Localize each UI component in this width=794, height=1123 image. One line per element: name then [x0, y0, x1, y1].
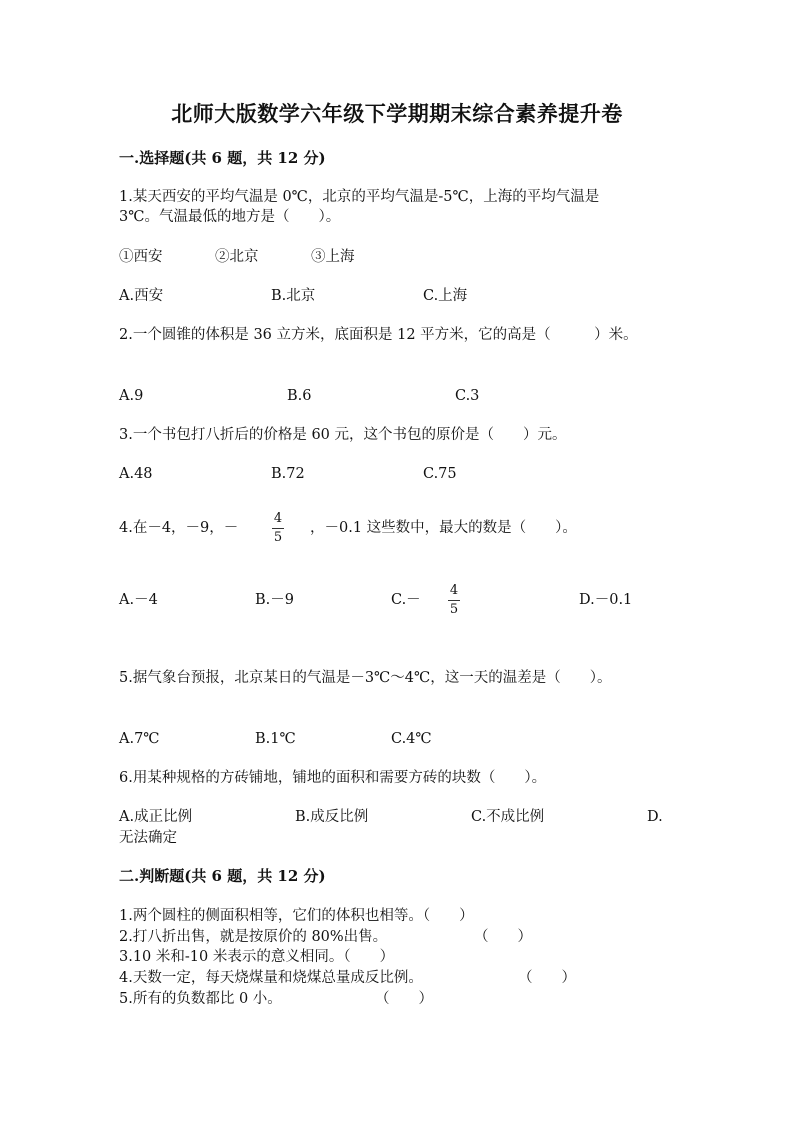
judge-item-5: 5.所有的负数都比 0 小。: [119, 991, 282, 1007]
judge-item-2: 2.打八折出售，就是按原价的 80%出售。: [119, 929, 388, 945]
fraction-bar: [448, 600, 460, 601]
judge-item-2-blank: （ ）: [474, 929, 532, 945]
fraction-denominator: 5: [449, 602, 459, 617]
question-3-option-a: A.48: [119, 466, 153, 482]
fraction-denominator: 5: [273, 530, 283, 545]
question-5: 5.据气象台预报，北京某日的气温是－3℃～4℃，这一天的温差是（ ）。: [119, 670, 612, 686]
judge-item-4: 4.天数一定，每天烧煤量和烧煤总量成反比例。: [119, 970, 423, 986]
question-1-option-c: C.上海: [423, 288, 468, 304]
question-1-option-a: A.西安: [119, 288, 164, 304]
question-2-option-c: C.3: [455, 388, 480, 404]
page-title: 北师大版数学六年级下学期期末综合素养提升卷: [171, 101, 623, 126]
question-4-start: 4.在－4，－9，－: [119, 520, 239, 536]
question-2-option-a: A.9: [119, 388, 144, 404]
fraction-numerator: 4: [273, 511, 283, 526]
question-6-option-b: B.成反比例: [295, 809, 369, 825]
question-6-option-a: A.成正比例: [119, 809, 193, 825]
section-heading-choice: 一.选择题(共 6 题，共 12 分): [119, 149, 326, 167]
question-3-option-c: C.75: [423, 466, 457, 482]
section-heading-judge: 二.判断题(共 6 题，共 12 分): [119, 867, 326, 885]
question-1-line-1: 1.某天西安的平均气温是 0℃，北京的平均气温是-5℃，上海的平均气温是: [119, 189, 600, 205]
question-6-option-c: C.不成比例: [471, 809, 545, 825]
question-4-option-a: A.－4: [119, 592, 158, 608]
question-3-option-b: B.72: [271, 466, 305, 482]
question-2: 2.一个圆锥的体积是 36 立方米，底面积是 12 平方米，它的高是（ ）米。: [119, 327, 638, 343]
question-4-option-c: C.－: [391, 592, 421, 608]
question-1-choice-3: ③上海: [311, 249, 355, 265]
judge-item-5-blank: （ ）: [375, 991, 433, 1007]
question-1-line-2: 3℃。气温最低的地方是（ ）。: [119, 209, 341, 225]
question-4-end: ，－0.1 这些数中，最大的数是（ ）。: [310, 520, 577, 536]
question-3: 3.一个书包打八折后的价格是 60 元，这个书包的原价是（ ）元。: [119, 427, 567, 443]
question-1-choice-2: ②北京: [215, 249, 259, 265]
question-1-choice-1: ①西安: [119, 249, 163, 265]
fraction-bar: [272, 528, 284, 529]
fraction-numerator: 4: [449, 583, 459, 598]
judge-item-4-blank: （ ）: [518, 970, 576, 986]
question-5-option-c: C.4℃: [391, 731, 432, 747]
question-4-option-b: B.－9: [255, 592, 294, 608]
question-5-option-b: B.1℃: [255, 731, 296, 747]
question-6: 6.用某种规格的方砖铺地，铺地的面积和需要方砖的块数（ ）。: [119, 770, 547, 786]
question-6-option-d-text: 无法确定: [119, 830, 177, 846]
question-6-option-d: D.: [647, 809, 663, 825]
judge-item-1: 1.两个圆柱的侧面积相等，它们的体积也相等。（ ）: [119, 908, 474, 924]
question-4-option-c-fraction: [445, 583, 463, 618]
question-4-fraction: [269, 511, 287, 546]
question-2-option-b: B.6: [287, 388, 312, 404]
question-4-option-d: D.－0.1: [579, 592, 633, 608]
judge-item-3: 3.10 米和-10 米表示的意义相同。（ ）: [119, 949, 395, 965]
question-1-option-b: B.北京: [271, 288, 316, 304]
question-5-option-a: A.7℃: [119, 731, 160, 747]
